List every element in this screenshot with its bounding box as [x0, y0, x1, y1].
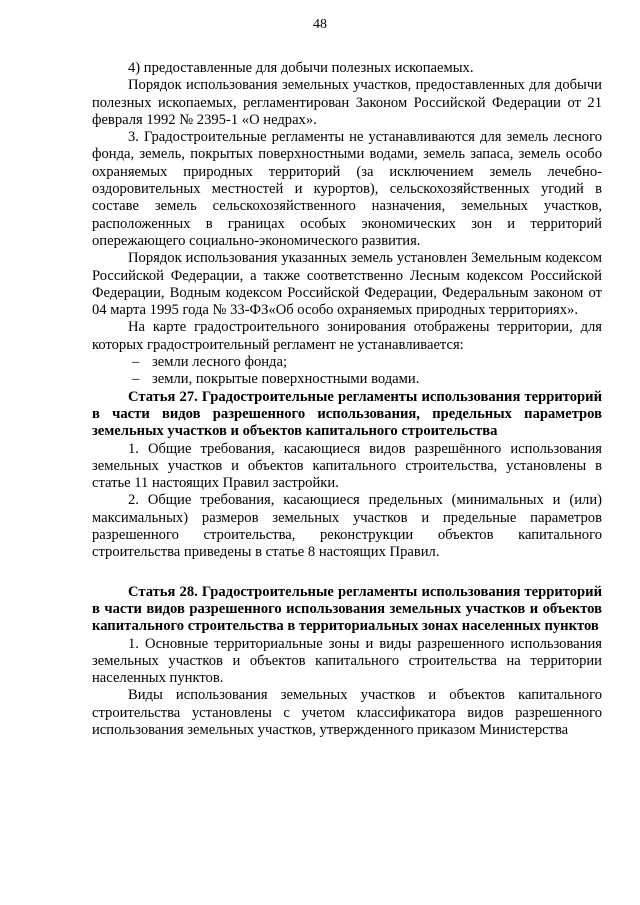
paragraph: Порядок использования земельных участков, предоставленных для добычи полезных ископаемых, регламентирован Законом Российской Федерации от 21 февраля 1992 № 2395-1 «О недрах». [92, 77, 602, 128]
paragraph: 1. Общие требования, касающиеся видов разрешённого использования земельных участков и объектов капитального строительства, установлены в статье 11 настоящих Правил застройки. [92, 440, 602, 492]
list-item-text: земли лесного фонда; [152, 354, 288, 371]
page-number: 48 [313, 17, 327, 32]
excluded-territories-list [92, 354, 602, 389]
article-28-heading: Статья 28. Градостроительные регламенты использования территорий в части видов разрешенного использования земельных участков и объектов капитального строительства в территориальных зонах населенных пунктов [92, 583, 602, 635]
list-dash: – [132, 371, 140, 388]
paragraph: Порядок использования указанных земель установлен Земельным кодексом Российской Федерации, а также соответственно Лесным кодексом Российской Федерации, Водным кодексом Российской Федерации, Федеральным законом от 04 марта 1995 года № 33-ФЗ«Об особо охраняемых природных территориях». [92, 250, 602, 319]
list-item [92, 354, 602, 371]
paragraph: 4) предоставленные для добычи полезных ископаемых. [128, 60, 474, 76]
paragraph: На карте градостроительного зонирования отображены территории, для которых градостроительный регламент не устанавливается: [92, 319, 602, 353]
document-body [92, 60, 602, 739]
paragraph: 3. Градостроительные регламенты не устанавливаются для земель лесного фонда, земель, покрытых поверхностными водами, земель запаса, земель особо охраняемых природных территорий (за исключением земель лечебно-оздоровительных местностей и курортов), сельскохозяйственных угодий в составе земель сельскохозяйственного назначения, земельных участков, расположенных в границах особых экономических зон и территорий опережающего социально-экономического развития. [92, 129, 602, 249]
list-dash: – [132, 354, 140, 371]
list-item [92, 371, 602, 388]
paragraph: 2. Общие требования, касающиеся предельных (минимальных и (или) максимальных) размеров земельных участков и предельные параметров разрешенного строительства, реконструкции объектов капитального строительства приведены в статье 8 настоящих Правил. [92, 492, 602, 561]
paragraph: 1. Основные территориальные зоны и виды разрешенного использования земельных участков и объектов капитального строительства на территории населенных пунктов. [92, 635, 602, 687]
paragraph: Виды использования земельных участков и объектов капитального строительства установлены с учетом классификатора видов разрешенного использования земельных участков, утвержденного приказом Министерства [92, 687, 602, 738]
list-item-text: земли, покрытые поверхностными водами. [152, 371, 420, 388]
article-27-heading: Статья 27. Градостроительные регламенты использования территорий в части видов разрешенного использования, предельных параметров земельных участков и объектов капитального строительства [92, 388, 602, 440]
